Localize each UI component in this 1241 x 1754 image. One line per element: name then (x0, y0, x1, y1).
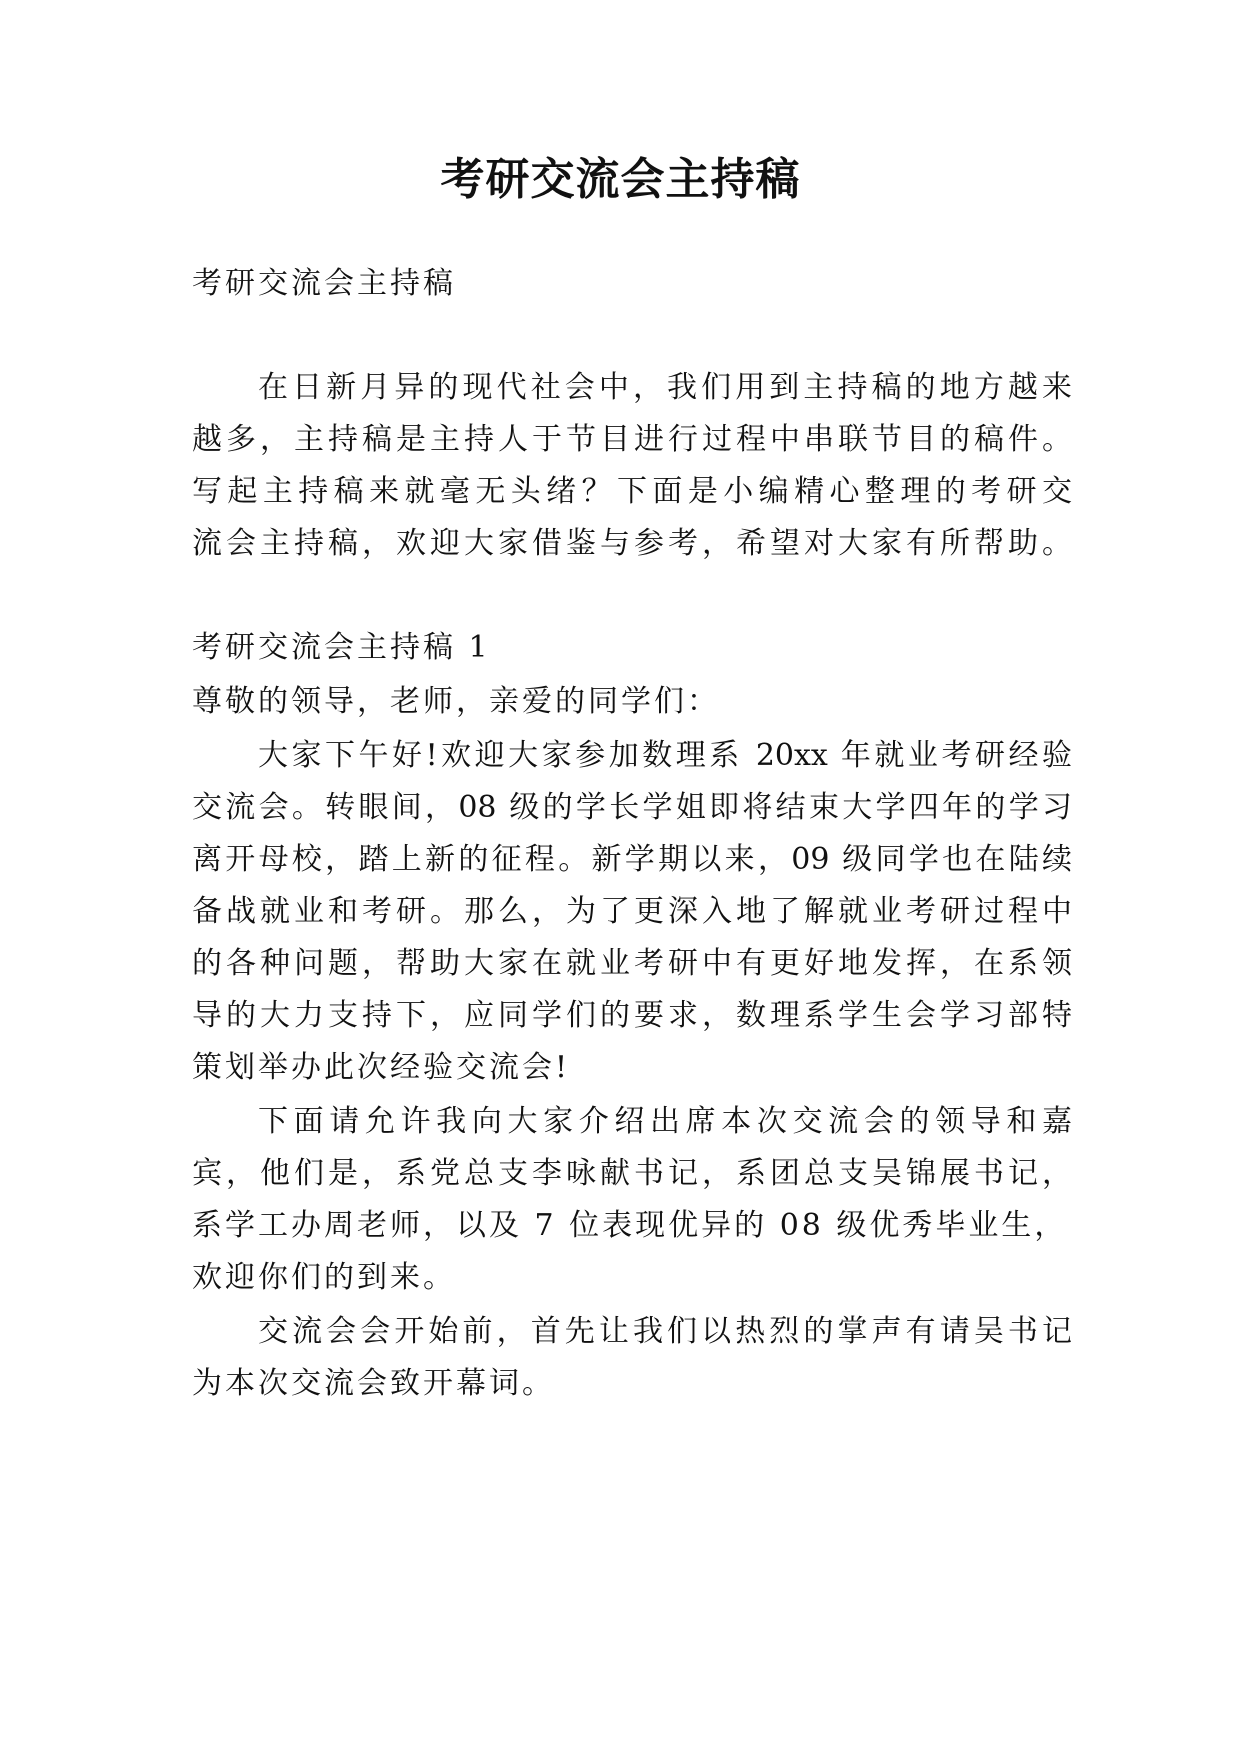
para1-line-3: 离开母校，踏上新的征程。新学期以来，09 级同学也在陆续 (192, 842, 1072, 877)
para3-line-2: 为本次交流会致开幕词。 (192, 1366, 555, 1401)
document-title: 考研交流会主持稿 (440, 154, 801, 205)
para1-line-5: 的各种问题，帮助大家在就业考研中有更好地发挥，在系领 (192, 946, 1072, 981)
intro-line-1: 在日新月异的现代社会中，我们用到主持稿的地方越来 (258, 370, 1072, 405)
intro-line-3: 写起主持稿来就毫无头绪？下面是小编精心整理的考研交 (192, 474, 1072, 509)
para1-line-1: 大家下午好!欢迎大家参加数理系 20xx 年就业考研经验 (258, 738, 1072, 773)
para1-line-7: 策划举办此次经验交流会! (192, 1050, 571, 1085)
document-subtitle: 考研交流会主持稿 (192, 266, 456, 301)
intro-line-4: 流会主持稿，欢迎大家借鉴与参考，希望对大家有所帮助。 (192, 526, 1072, 561)
para1-line-2: 交流会。转眼间，08 级的学长学姐即将结束大学四年的学习 (192, 790, 1072, 825)
para2-line-1: 下面请允许我向大家介绍出席本次交流会的领导和嘉 (258, 1104, 1072, 1139)
para1-line-4: 备战就业和考研。那么，为了更深入地了解就业考研过程中 (192, 894, 1072, 929)
para2-line-3: 系学工办周老师，以及 7 位表现优异的 08 级优秀毕业生， (192, 1208, 1068, 1243)
para1-line-6: 导的大力支持下，应同学们的要求，数理系学生会学习部特 (192, 998, 1072, 1033)
para3-line-1: 交流会会开始前，首先让我们以热烈的掌声有请吴书记 (258, 1314, 1072, 1349)
para2-line-2: 宾，他们是，系党总支李咏献书记，系团总支吴锦展书记， (192, 1156, 1072, 1191)
greeting: 尊敬的领导，老师，亲爱的同学们： (192, 684, 720, 719)
section-heading: 考研交流会主持稿 1 (192, 630, 491, 665)
para2-line-4: 欢迎你们的到来。 (192, 1260, 456, 1295)
intro-line-2: 越多，主持稿是主持人于节目进行过程中串联节目的稿件。 (192, 422, 1072, 457)
